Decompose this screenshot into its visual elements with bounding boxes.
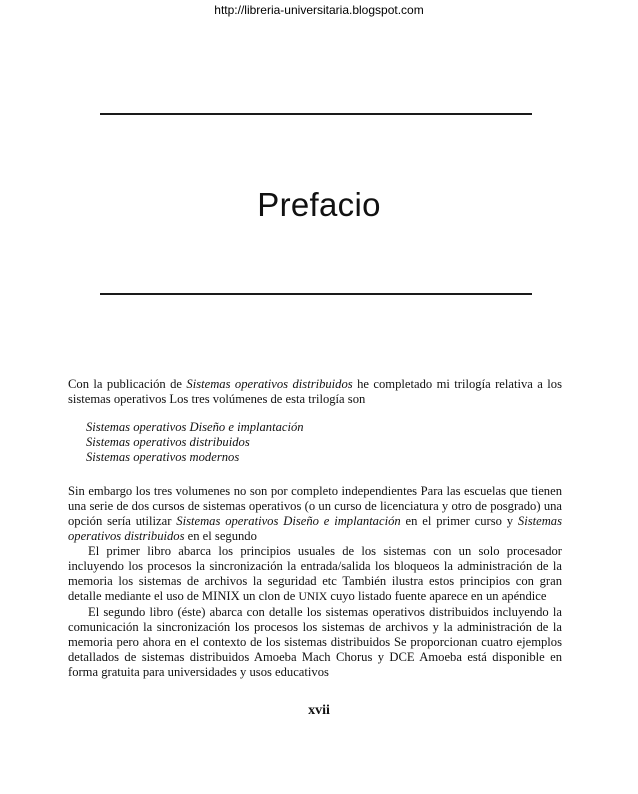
para4-text-1: El segundo libro (éste) abarca con detalle los sistemas operativos distribuidos incluyendo la comunicación la sincronización los procesos los sistemas de archivos y la administración de la memoria pero ahora en el contexto de los sistemas distribuidos Se proporcionan cuatro ejemplos detallados de sistemas distribuidos Amoeba Mach Chorus y DCE Amoeba está disponible en forma gratuita para universidades y usos educativos: [68, 605, 562, 679]
para3-text-1: El primer libro abarca los principios usuales de los sistemas con un solo procesador incluyendo los procesos la sincronización la entrada/salida los bloqueos la administración de la memoria los sistemas de archivos la seguridad etc También ilustra estos principios con gran detalle mediante el uso de MINIX un clon de: [68, 544, 562, 603]
para2-book-2: Sistemas operativos distribuidos: [68, 514, 562, 543]
para2-book-1: Sistemas operativos Diseño e implantación: [176, 514, 401, 528]
book-list: [86, 420, 304, 465]
para3-text-2: cuyo listado fuente aparece en un apéndice: [327, 589, 547, 603]
book-title: Sistemas operativos modernos: [86, 450, 240, 464]
book-title: Sistemas operativos distribuidos: [86, 435, 250, 449]
para2-text-2: en el primer curso y: [400, 514, 518, 528]
body-text: [68, 484, 562, 680]
intro-text-1: Con la publicación de: [68, 377, 187, 391]
para2-text-3: en el segundo: [184, 529, 257, 543]
chapter-title: Prefacio: [257, 186, 381, 223]
top-rule: [100, 113, 532, 115]
intro-text-2: he completado mi trilogía relativa a los sistemas operativos Los tres volúmenes de esta trilogía son: [68, 377, 562, 406]
page-number: xvii: [308, 703, 330, 718]
book-title: Sistemas operativos Diseño e implantación: [86, 420, 304, 434]
bottom-rule: [100, 293, 532, 295]
intro-paragraph: [68, 377, 562, 407]
source-url[interactable]: http://libreria-universitaria.blogspot.com: [214, 3, 424, 17]
paragraph-second-book: [68, 605, 562, 680]
paragraph-courses: [68, 484, 562, 544]
intro-book-title: Sistemas operativos distribuidos: [186, 377, 353, 391]
unix-smallcaps: UNIX: [298, 591, 328, 603]
paragraph-first-book: [68, 544, 562, 605]
para2-text-1: Sin embargo los tres volumenes no son por completo independientes Para las escuelas que tienen una serie de dos cursos de sistemas operativos (o un curso de licenciatura y otro de posgrado) una opción sería utilizar: [68, 484, 562, 528]
